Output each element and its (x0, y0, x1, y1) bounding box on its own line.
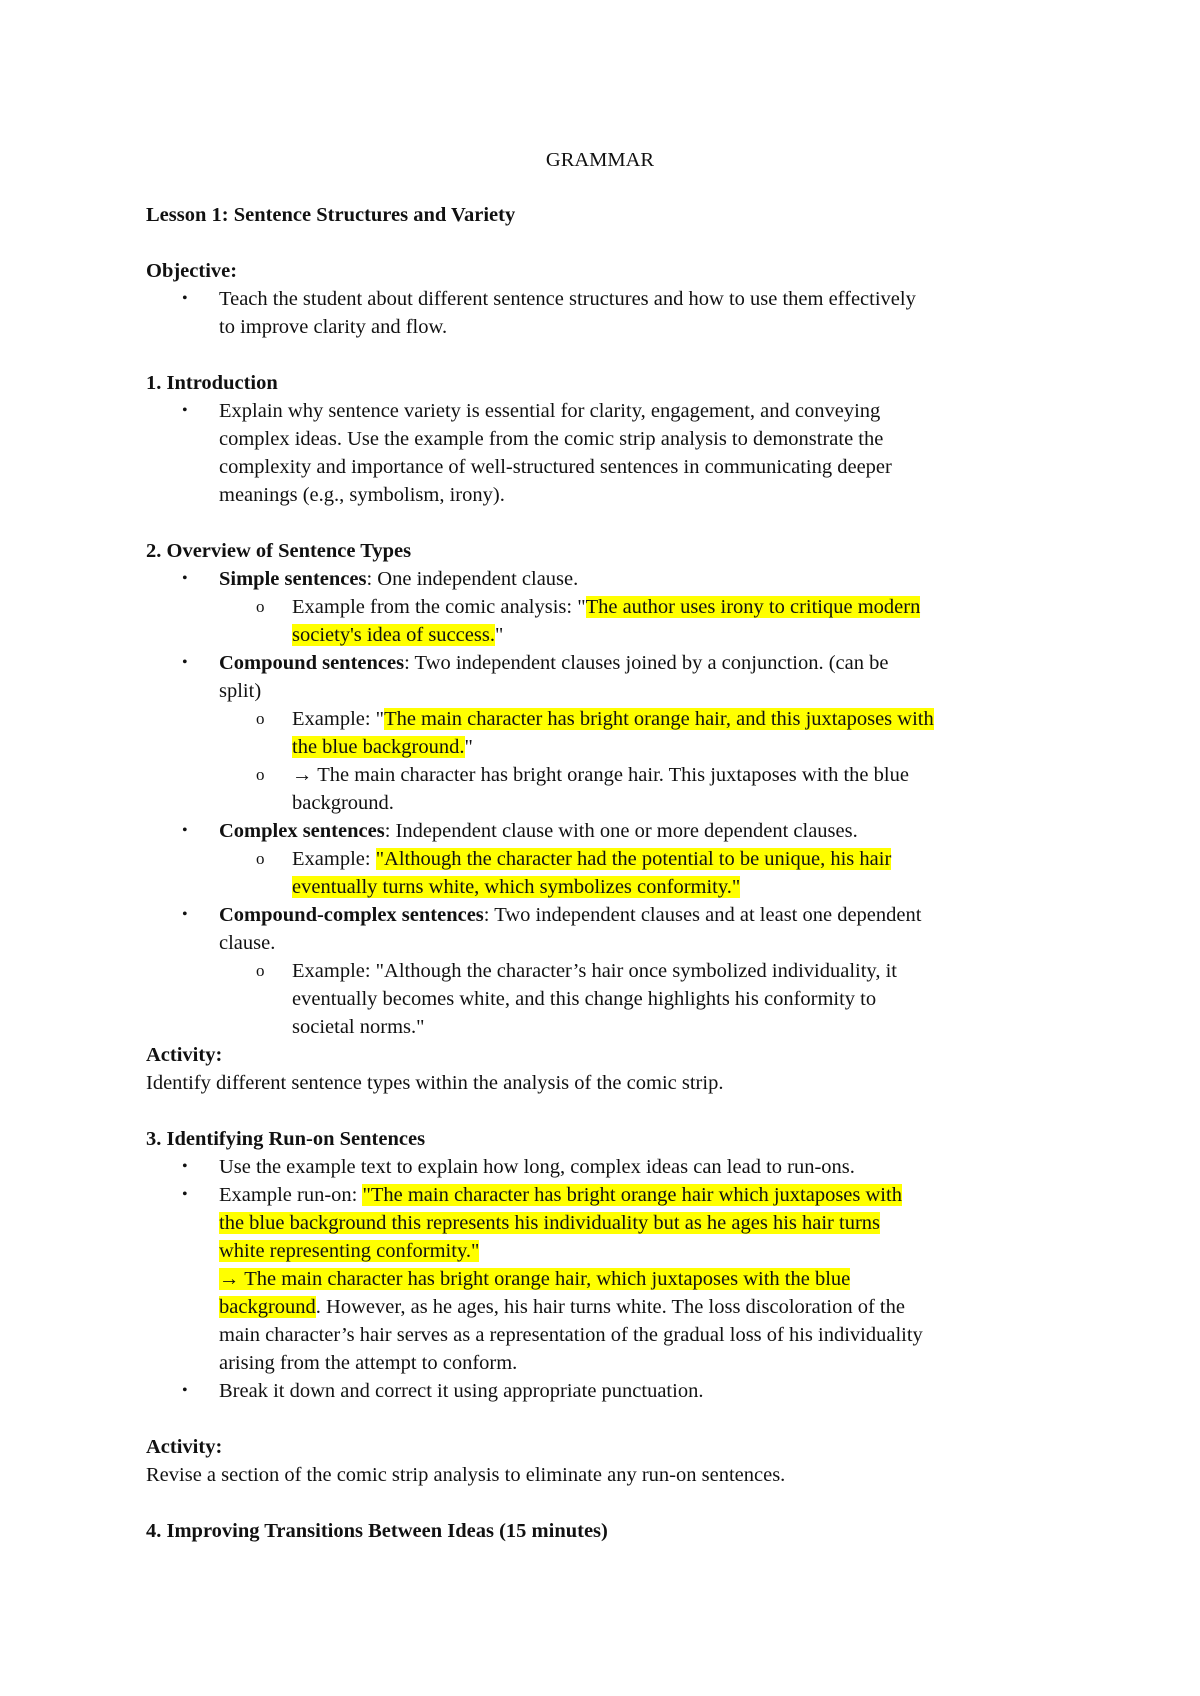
sub-bullet-glyph: o (256, 597, 265, 616)
compound-term: Compound sentences (219, 652, 405, 674)
sub-bullet-glyph: o (256, 765, 265, 784)
compound-split-text: The main character has bright orange hair. This juxtaposes with the blue (317, 764, 909, 786)
runon-example-line3 (219, 1237, 479, 1265)
activity-text: Revise a section of the comic strip analysis to eliminate any run-on sentences. (146, 1464, 786, 1486)
transitions-heading: 4. Improving Transitions Between Ideas (15 minutes) (146, 1520, 608, 1542)
bullet-glyph: • (182, 1158, 188, 1175)
arrow-right-icon: → (219, 1268, 240, 1290)
compound-ex-highlight: the blue background. (292, 736, 465, 758)
bullet-glyph: • (182, 570, 188, 587)
compound-complex-term: Compound-complex sentences (219, 904, 484, 926)
bullet-glyph: • (182, 654, 188, 671)
runon-fix-line3: main character’s hair serves as a representation of the gradual loss of his individuality (219, 1324, 923, 1346)
intro-line: complex ideas. Use the example from the comic strip analysis to demonstrate the (219, 428, 884, 450)
compound-split-line1 (292, 761, 909, 789)
bullet-glyph: • (182, 290, 188, 307)
compound-ex-end: " (464, 736, 473, 758)
complex-sentences-item (219, 817, 858, 845)
simple-ex-highlight: society's idea of success. (292, 624, 495, 646)
runon-heading: 3. Identifying Run-on Sentences (146, 1128, 426, 1150)
complex-ex-prefix: Example: (292, 848, 376, 870)
compound-split-line2: background. (292, 792, 394, 814)
compound-complex-example-line3: societal norms." (292, 1016, 425, 1038)
simple-ex-end: " (494, 624, 504, 646)
complex-desc: : Independent clause with one or more dependent clauses. (384, 820, 858, 842)
objective-text-line1: Teach the student about different sentence structures and how to use them effectively (219, 288, 916, 310)
runon-fix-line1 (219, 1265, 850, 1293)
runon-bullet3: Break it down and correct it using appropriate punctuation. (219, 1380, 704, 1402)
document-title: GRAMMAR (545, 149, 655, 171)
compound-complex-desc: : Two independent clauses and at least one dependent (483, 904, 922, 926)
complex-example-line1 (292, 845, 891, 873)
bullet-glyph: • (182, 822, 188, 839)
compound-desc: : Two independent clauses joined by a conjunction. (can be (404, 652, 889, 674)
bullet-glyph: • (182, 1382, 188, 1399)
objective-heading: Objective: (146, 260, 238, 282)
compound-complex-example-line1: Example: "Although the character’s hair once symbolized individuality, it (292, 960, 897, 982)
simple-desc: : One independent clause. (366, 568, 579, 590)
overview-heading: 2. Overview of Sentence Types (146, 540, 412, 562)
compound-example-line1 (292, 705, 934, 733)
complex-ex-highlight: eventually turns white, which symbolizes conformity." (292, 876, 741, 898)
compound-complex-item (219, 901, 921, 929)
compound-ex-prefix: Example: " (292, 708, 385, 730)
arrow-right-icon: → (292, 764, 313, 786)
runon-example-line1 (219, 1181, 902, 1209)
runon-fix-highlight (219, 1268, 850, 1290)
intro-heading: 1. Introduction (146, 372, 278, 394)
runon-bullet1: Use the example text to explain how long, complex ideas can lead to run-ons. (219, 1156, 855, 1178)
lesson-title: Lesson 1: Sentence Structures and Variety (146, 204, 516, 226)
intro-line: complexity and importance of well-structured sentences in communicating deeper (219, 456, 892, 478)
runon-fix-highlight: background (219, 1296, 316, 1318)
sub-bullet-glyph: o (256, 709, 265, 728)
bullet-glyph: • (182, 402, 188, 419)
runon-ex-prefix: Example run-on: (219, 1184, 363, 1206)
complex-term: Complex sentences (219, 820, 385, 842)
complex-example-line2 (292, 873, 740, 901)
simple-ex-highlight: The author uses irony to critique modern (585, 596, 921, 618)
activity-heading: Activity: (146, 1436, 223, 1458)
runon-fix-rest: . However, as he ages, his hair turns white. The loss discoloration of the (315, 1296, 905, 1318)
simple-sentences-item (219, 565, 578, 593)
simple-example-line1 (292, 593, 920, 621)
activity-heading: Activity: (146, 1044, 223, 1066)
compound-example-line2 (292, 733, 473, 761)
runon-fix-line4: arising from the attempt to conform. (219, 1352, 518, 1374)
activity-text: Identify different sentence types within the analysis of the comic strip. (146, 1072, 724, 1094)
intro-line: meanings (e.g., symbolism, irony). (219, 484, 505, 506)
simple-term: Simple sentences (219, 568, 367, 590)
sub-bullet-glyph: o (256, 961, 265, 980)
runon-fix-line2 (219, 1293, 905, 1321)
runon-ex-highlight: the blue background this represents his individuality but as he ages his hair turns (219, 1212, 880, 1234)
complex-ex-highlight: "Although the character had the potential to be unique, his hair (375, 848, 892, 870)
bullet-glyph: • (182, 1186, 188, 1203)
runon-example-line2 (219, 1209, 880, 1237)
simple-ex-prefix: Example from the comic analysis: " (292, 596, 586, 618)
compound-complex-example-line2: eventually becomes white, and this change highlights his conformity to (292, 988, 877, 1010)
compound-desc-line2: split) (219, 680, 262, 702)
runon-ex-highlight: "The main character has bright orange hair which juxtaposes with (362, 1184, 902, 1206)
simple-example-line2 (292, 621, 503, 649)
compound-ex-highlight: The main character has bright orange hair, and this juxtaposes with (384, 708, 934, 730)
runon-fix-text: The main character has bright orange hair, which juxtaposes with the blue (239, 1268, 851, 1290)
bullet-glyph: • (182, 906, 188, 923)
compound-complex-desc-line2: clause. (219, 932, 276, 954)
compound-sentences-item (219, 649, 888, 677)
runon-ex-highlight: white representing conformity." (219, 1240, 480, 1262)
objective-text-line2: to improve clarity and flow. (219, 316, 448, 338)
intro-line: Explain why sentence variety is essential for clarity, engagement, and conveying (219, 400, 881, 422)
sub-bullet-glyph: o (256, 849, 265, 868)
